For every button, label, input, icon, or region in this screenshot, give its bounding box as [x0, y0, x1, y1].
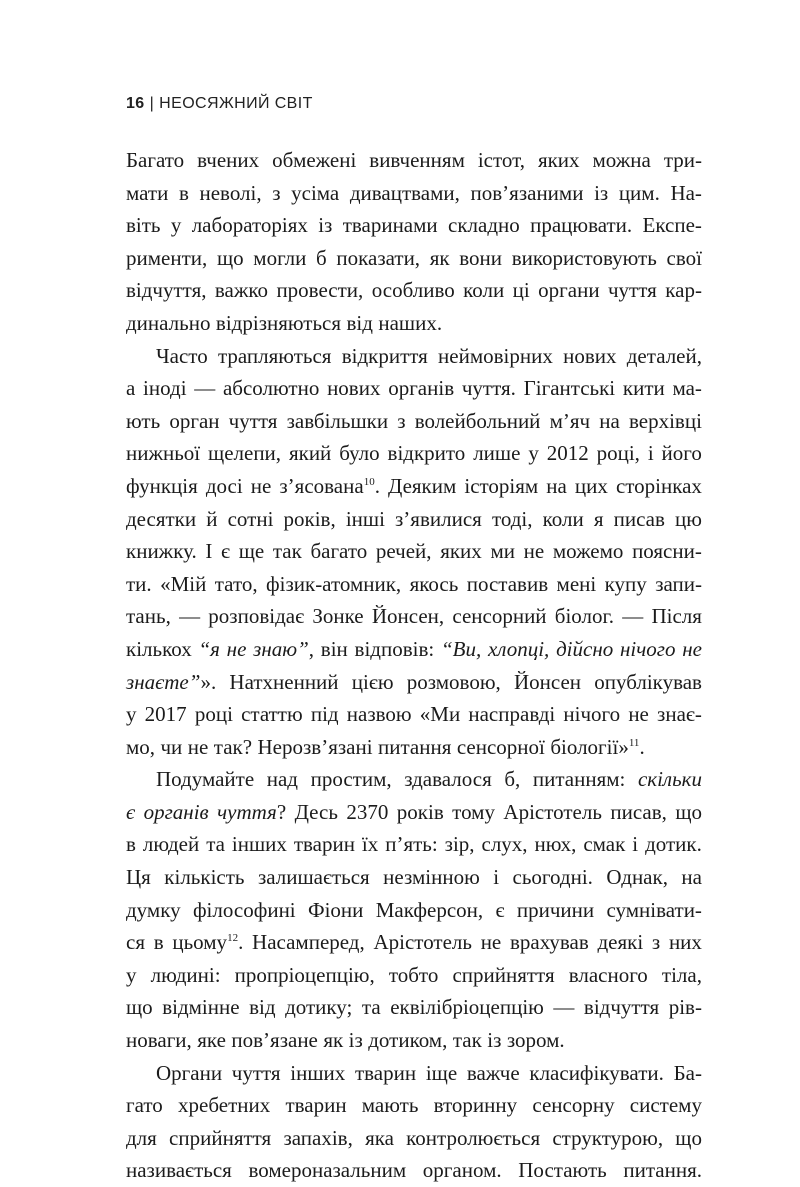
text-line: новаги, яке пов’язане як із дотиком, так із зором.: [126, 1028, 565, 1053]
footnote-ref: 12: [227, 932, 239, 944]
text-line: Часто трапляються відкриття неймовірних нових деталей,: [156, 343, 702, 368]
text-line: називається вомероназальним органом. Постають питання.: [126, 1158, 702, 1183]
text-line: відчуття, важко провести, особливо коли ці органи чуття кар-: [126, 278, 702, 303]
text-line: в людей та інших тварин їх п’ять: зір, слух, нюх, смак і дотик.: [126, 832, 702, 857]
chapter-title: НЕОСЯЖНИЙ СВІТ: [159, 95, 313, 112]
text-line: ся в цьому$^{12}$. Насамперед, Арістотель не врахував деякі з них: [126, 930, 702, 955]
text-line: ти. «Мій тато, фізик-атомник, якось поставив мені купу запи-: [126, 571, 702, 596]
body-text: [126, 144, 702, 1187]
text-line: книжку. І є ще так багато речей, яких ми не можемо поясни-: [126, 539, 702, 564]
text-line: мо, чи не так? Нерозв’язані питання сенсорної біології»$^{11}$.: [126, 734, 645, 759]
footnote-ref: 10: [363, 475, 375, 488]
text-line: для сприйняття запахів, яка контролюється структурою, що: [126, 1125, 702, 1150]
text-line: мати в неволі, з усіма дивацтвами, пов’язаними із цим. На-: [126, 180, 702, 205]
text-line: тань, — розповідає Зонке Йонсен, сенсорний біолог. — Після: [126, 604, 702, 629]
text-line: гато хребетних тварин мають вторинну сенсорну систему: [126, 1093, 702, 1118]
text-line: у 2017 році статтю під назвою «Ми насправді нічого не знає-: [126, 702, 702, 727]
text-line: Багато вчених обмежені вивченням істот, яких можна три-: [126, 148, 702, 172]
text-line: динально відрізняються від наших.: [126, 310, 443, 335]
text-line: віть у лабораторіях із тваринами складно працювати. Експе-: [126, 213, 702, 238]
text-line: Органи чуття інших тварин іще важче класифікувати. Ба-: [156, 1060, 702, 1085]
text-line: ють орган чуття завбільшки з волейбольний м’яч на верхівці: [126, 408, 702, 433]
text-line: у людині: пропріоцепцію, тобто сприйняття власного тіла,: [126, 962, 702, 987]
text-line: нижньої щелепи, який було відкрито лише у 2012 році, і його: [126, 441, 702, 466]
text-line: функція досі не з’ясована$^{10}$. Деяким історіям на цих сторінках: [126, 473, 702, 498]
header-separator: |: [149, 95, 155, 112]
text-line: є органів чуття? Десь 2370 років тому Арістотель писав, що: [126, 799, 702, 824]
text-line: Ця кількість залишається незмінною і сьогодні. Однак, на: [126, 865, 702, 890]
text-line: десятки й сотні років, інші з’явилися тоді, коли я писав цю: [126, 506, 702, 531]
text-line: а іноді — абсолютно нових органів чуття. Гігантські кити ма-: [126, 376, 702, 401]
text-line: що відмінне від дотику; та еквілібріоцепцію — відчуття рів-: [126, 995, 702, 1020]
text-line: рименти, що могли б показати, як вони використовують свої: [126, 245, 702, 270]
text-line: кількох “я не знаю”, він відповів: “Ви, хлопці, дійсно нічого не: [126, 636, 702, 661]
text-line: думку філософині Фіони Макферсон, є причини сумнівати-: [126, 897, 702, 922]
footnote-ref: 11: [628, 736, 640, 749]
page-number: 16: [126, 95, 145, 112]
text-line: знаєте”». Натхненний цією розмовою, Йонсен опублікував: [126, 669, 702, 694]
running-header: [126, 95, 313, 113]
text-line: Подумайте над простим, здавалося б, питанням: скільки: [156, 767, 702, 792]
